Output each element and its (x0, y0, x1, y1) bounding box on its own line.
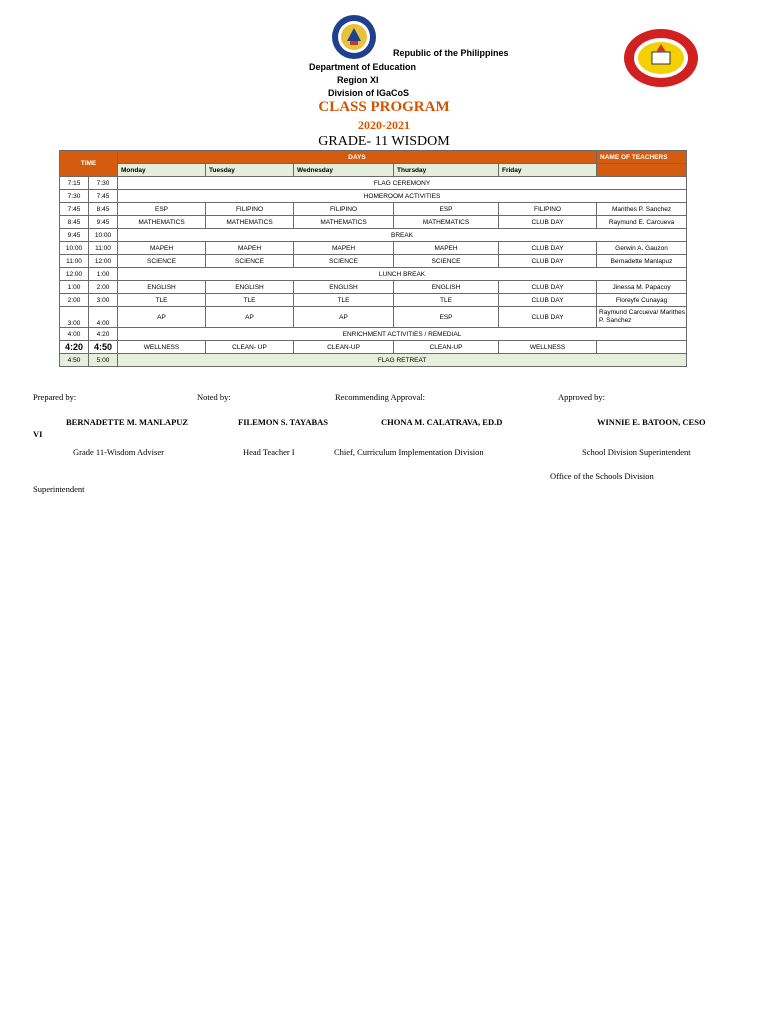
subject-cell: AP (206, 307, 294, 328)
table-row (60, 268, 687, 281)
teacher-cell: Marithes P. Sanchez (597, 203, 687, 216)
noted-by-role: Head Teacher I (243, 447, 295, 457)
subject-cell: ENGLISH (394, 281, 499, 294)
subject-cell: CLUB DAY (499, 294, 597, 307)
subject-cell: TLE (294, 294, 394, 307)
school-year: 2020-2021 (358, 118, 410, 132)
end-time: 9:45 (89, 216, 118, 229)
table-row (60, 354, 687, 367)
table-row (60, 255, 687, 268)
day-monday: Monday (118, 164, 206, 177)
teachers-header-filler (597, 164, 687, 177)
teacher-cell: Raymund Carcueva/ Marithes P. Sanchez (597, 307, 687, 328)
table-row (60, 307, 687, 328)
class-schedule-table (59, 150, 687, 367)
subject-cell: FILIPINO (294, 203, 394, 216)
activity-span: FLAG RETREAT (118, 354, 687, 367)
activity-span: HOMEROOM ACTIVITIES (118, 190, 687, 203)
days-header: DAYS (118, 151, 597, 164)
end-time: 3:00 (89, 294, 118, 307)
activity-span: FLAG CEREMONY (118, 177, 687, 190)
subject-cell: WELLNESS (499, 341, 597, 354)
start-time: 12:00 (60, 268, 89, 281)
school-seal-icon (622, 28, 700, 88)
noted-by-name: FILEMON S. TAYABAS (238, 417, 328, 427)
approved-by-name: WINNIE E. BATOON, CESO (597, 417, 706, 427)
subject-cell: TLE (118, 294, 206, 307)
republic-text: Republic of the Philippines (393, 48, 509, 58)
end-time: 7:45 (89, 190, 118, 203)
subject-cell: SCIENCE (294, 255, 394, 268)
recommending-label: Recommending Approval: (335, 392, 425, 402)
teachers-header: NAME OF TEACHERS (597, 151, 687, 164)
teacher-cell: Bernadette Manlapuz (597, 255, 687, 268)
division-text: Division of IGaCoS (328, 88, 410, 98)
office-line-1: Office of the Schools Division (550, 471, 654, 481)
table-row (60, 328, 687, 341)
end-time: 10:00 (89, 229, 118, 242)
deped-seal-icon (331, 14, 377, 60)
subject-cell: ESP (394, 203, 499, 216)
noted-by-label: Noted by: (197, 392, 231, 402)
subject-cell: CLEAN- UP (206, 341, 294, 354)
start-time: 7:15 (60, 177, 89, 190)
grade-section: GRADE- 11 WISDOM (318, 134, 450, 149)
subject-cell: ENGLISH (294, 281, 394, 294)
start-time: 9:45 (60, 229, 89, 242)
approved-by-label: Approved by: (558, 392, 605, 402)
start-time: 8:45 (60, 216, 89, 229)
subject-cell: SCIENCE (118, 255, 206, 268)
recommending-name: CHONA M. CALATRAVA, ED.D (381, 417, 503, 427)
start-time: 7:30 (60, 190, 89, 203)
table-header-row (60, 151, 687, 164)
approved-by-role: School Division Superintendent (582, 447, 691, 457)
subject-cell: TLE (394, 294, 499, 307)
table-row (60, 229, 687, 242)
table-row (60, 294, 687, 307)
start-time: 2:00 (60, 294, 89, 307)
end-time: 4:50 (89, 341, 118, 354)
start-time: 10:00 (60, 242, 89, 255)
table-row (60, 341, 687, 354)
end-time: 1:00 (89, 268, 118, 281)
end-time: 2:00 (89, 281, 118, 294)
subject-cell: MATHEMATICS (394, 216, 499, 229)
end-time: 12:00 (89, 255, 118, 268)
subject-cell: SCIENCE (206, 255, 294, 268)
subject-cell: ENGLISH (118, 281, 206, 294)
department-text: Department of Education (309, 62, 417, 72)
start-time: 4:50 (60, 354, 89, 367)
start-time: 4:20 (60, 341, 89, 354)
approved-by-name-cont: VI (33, 429, 43, 439)
table-row (60, 242, 687, 255)
day-thursday: Thursday (394, 164, 499, 177)
subject-cell: CLUB DAY (499, 242, 597, 255)
region-text: Region XI (337, 75, 379, 85)
end-time: 7:30 (89, 177, 118, 190)
subject-cell: ESP (394, 307, 499, 328)
prepared-by-label: Prepared by: (33, 392, 77, 402)
subject-cell: CLUB DAY (499, 281, 597, 294)
day-names-row (60, 164, 687, 177)
subject-cell: AP (294, 307, 394, 328)
start-time: 4:00 (60, 328, 89, 341)
subject-cell: MAPEH (118, 242, 206, 255)
subject-cell: CLUB DAY (499, 307, 597, 328)
day-wednesday: Wednesday (294, 164, 394, 177)
subject-cell: AP (118, 307, 206, 328)
subject-cell: CLUB DAY (499, 216, 597, 229)
page-title: CLASS PROGRAM (318, 99, 450, 115)
start-time: 7:45 (60, 203, 89, 216)
teacher-cell: Gerwin A. Gauzon (597, 242, 687, 255)
end-time: 4:00 (89, 307, 118, 328)
teacher-cell (597, 341, 687, 354)
end-time: 5:00 (89, 354, 118, 367)
table-row (60, 281, 687, 294)
subject-cell: MATHEMATICS (294, 216, 394, 229)
end-time: 11:00 (89, 242, 118, 255)
subject-cell: TLE (206, 294, 294, 307)
subject-cell: WELLNESS (118, 341, 206, 354)
subject-cell: FILIPINO (206, 203, 294, 216)
subject-cell: MAPEH (206, 242, 294, 255)
end-time: 4:20 (89, 328, 118, 341)
end-time: 8:45 (89, 203, 118, 216)
subject-cell: MAPEH (394, 242, 499, 255)
day-tuesday: Tuesday (206, 164, 294, 177)
subject-cell: MATHEMATICS (118, 216, 206, 229)
activity-span: LUNCH BREAK (118, 268, 687, 281)
teacher-cell: Raymund E. Carcueva (597, 216, 687, 229)
prepared-by-role: Grade 11-Wisdom Adviser (73, 447, 164, 457)
start-time: 11:00 (60, 255, 89, 268)
subject-cell: ESP (118, 203, 206, 216)
subject-cell: ENGLISH (206, 281, 294, 294)
subject-cell: MAPEH (294, 242, 394, 255)
table-row (60, 216, 687, 229)
table-row (60, 190, 687, 203)
subject-cell: FILIPINO (499, 203, 597, 216)
prepared-by-name: BERNADETTE M. MANLAPUZ (66, 417, 189, 427)
teacher-cell: Jinessa M. Papacoy (597, 281, 687, 294)
office-line-2: Superintendent (33, 484, 85, 494)
subject-cell: CLEAN-UP (294, 341, 394, 354)
day-friday: Friday (499, 164, 597, 177)
table-row (60, 177, 687, 190)
activity-span: BREAK (118, 229, 687, 242)
table-row (60, 203, 687, 216)
subject-cell: CLUB DAY (499, 255, 597, 268)
time-header: TIME (60, 151, 118, 177)
subject-cell: MATHEMATICS (206, 216, 294, 229)
start-time: 3:00 (60, 307, 89, 328)
start-time: 1:00 (60, 281, 89, 294)
subject-cell: CLEAN-UP (394, 341, 499, 354)
activity-span: ENRICHMENT ACTIVITIES / REMEDIAL (118, 328, 687, 341)
teacher-cell: Floreyfe Cunayag (597, 294, 687, 307)
subject-cell: SCIENCE (394, 255, 499, 268)
recommending-role: Chief, Curriculum Implementation Division (334, 447, 484, 457)
